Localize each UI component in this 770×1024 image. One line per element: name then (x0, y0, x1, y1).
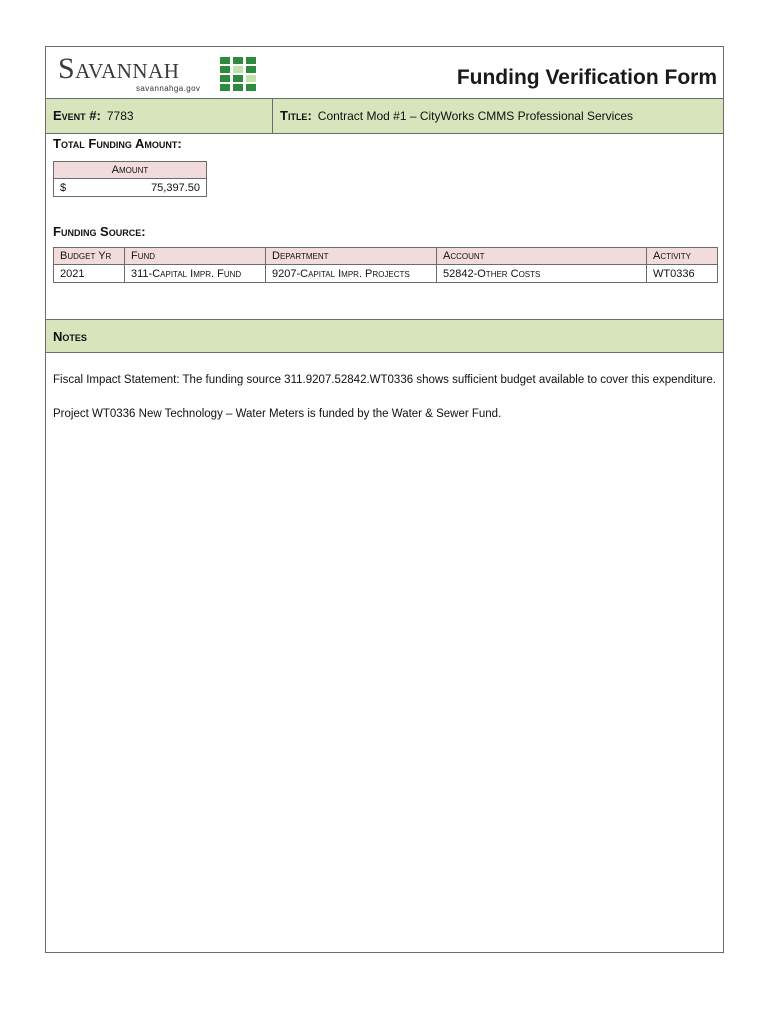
notes-paragraph-project: Project WT0336 New Technology – Water Meters is funded by the Water & Sewer Fund. (53, 408, 502, 420)
funding-source-label: Funding Source: (53, 224, 146, 239)
band-divider (272, 99, 273, 133)
notes-band (46, 319, 723, 353)
form-header (46, 47, 723, 99)
cell-fund: 311-Capital Impr. Fund (125, 265, 266, 283)
title-field (280, 99, 633, 133)
notes-body (53, 372, 721, 440)
event-label: Event #: (53, 108, 101, 123)
event-value: 7783 (106, 109, 134, 123)
title-value: Contract Mod #1 – CityWorks CMMS Professional Services (317, 109, 633, 123)
cell-activity: WT0336 (647, 265, 718, 283)
amount-header: Amount (54, 162, 207, 179)
notes-label: Notes (53, 329, 87, 344)
amount-currency: $ (54, 179, 78, 197)
amount-row (54, 179, 207, 197)
logo-url: savannahga.gov (136, 84, 201, 93)
event-title-band (46, 99, 723, 134)
total-funding-label: Total Funding Amount: (53, 136, 182, 151)
col-budget-yr: Budget Yr (54, 248, 125, 265)
form-title: Funding Verification Form (456, 66, 717, 89)
table-row (54, 265, 718, 283)
amount-table (53, 161, 207, 197)
col-account: Account (437, 248, 647, 265)
col-activity: Activity (647, 248, 718, 265)
city-grid-logo-icon (220, 57, 256, 91)
cell-budget-yr: 2021 (54, 265, 125, 283)
cell-department: 9207-Capital Impr. Projects (266, 265, 437, 283)
col-fund: Fund (125, 248, 266, 265)
savannah-logo (58, 53, 258, 97)
event-field (53, 99, 134, 133)
logo-wordmark: Savannah (58, 52, 180, 85)
funding-source-header-row (54, 248, 718, 265)
amount-value: 75,397.50 (77, 179, 206, 197)
funding-source-table (53, 247, 718, 283)
title-label: Title: (280, 108, 312, 123)
funding-verification-page (45, 46, 724, 953)
col-department: Department (266, 248, 437, 265)
notes-paragraph-fiscal-impact: Fiscal Impact Statement: The funding source 311.9207.52842.WT0336 shows sufficient budget available to cover this expenditure. (53, 374, 716, 386)
cell-account: 52842-Other Costs (437, 265, 647, 283)
